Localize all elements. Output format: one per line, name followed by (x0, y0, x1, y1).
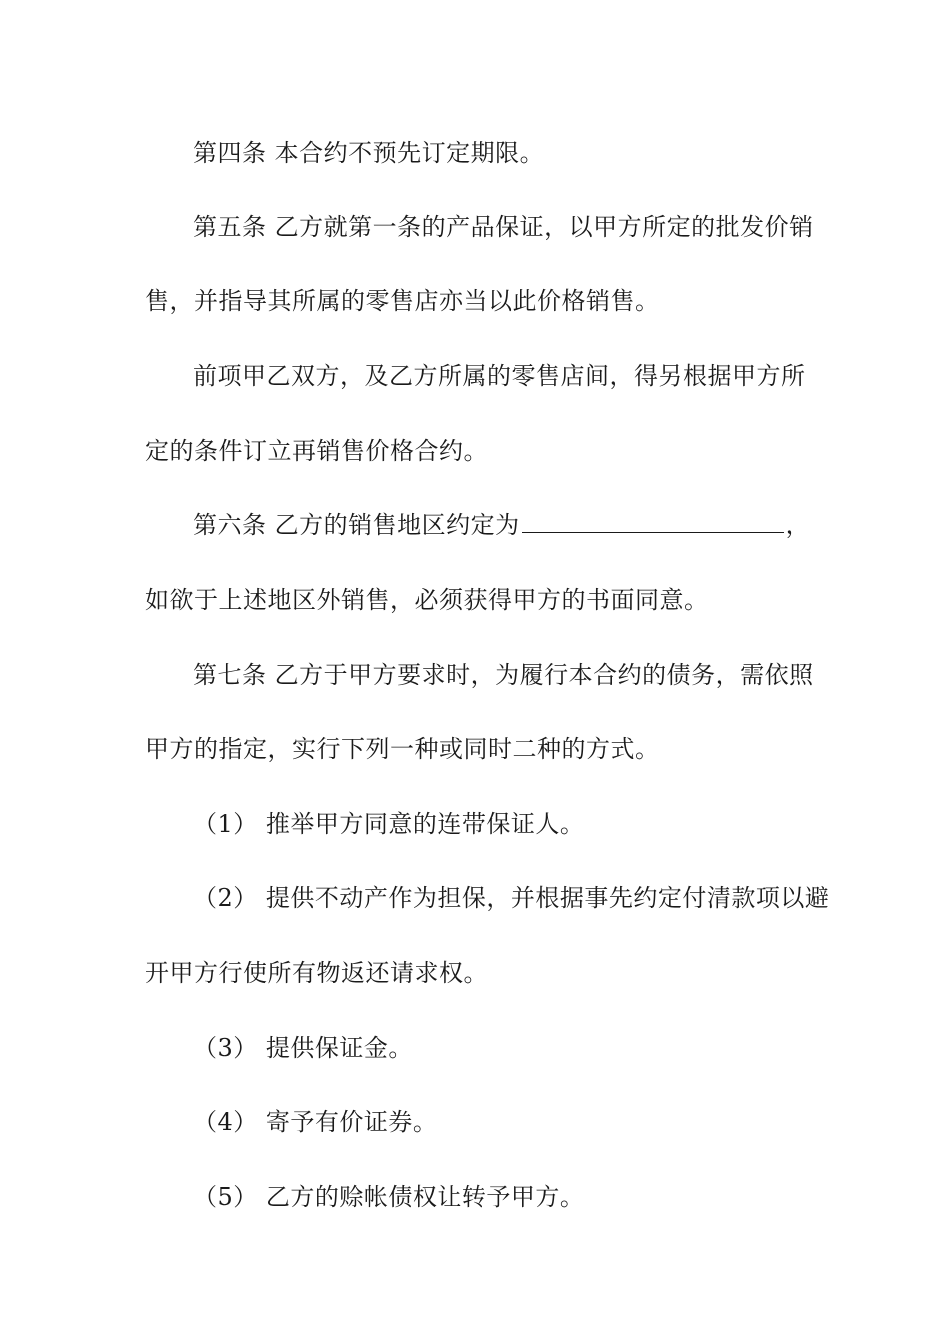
item-5-text: （5） 乙方的赊帐债权让转予甲方。 (193, 1183, 585, 1211)
article-5-text: 第五条 乙方就第一条的产品保证，以甲方所定的批发价销 (193, 213, 814, 241)
article-5-text-cont: 售，并指导其所属的零售店亦当以此价格销售。 (145, 287, 660, 315)
article-6-text (193, 510, 863, 540)
item-2-text-cont: 开甲方行使所有物返还请求权。 (145, 959, 488, 987)
article-5-para-2: 前项甲乙双方，及乙方所属的零售店间，得另根据甲方所 (193, 362, 806, 390)
article-5-para-2-cont: 定的条件订立再销售价格合约。 (145, 437, 488, 465)
item-2-text: （2） 提供不动产作为担保，并根据事先约定付清款项以避 (193, 884, 830, 912)
article-6-comma: ， (785, 511, 811, 539)
article-6-text-cont: 如欲于上述地区外销售，必须获得甲方的书面同意。 (145, 586, 709, 614)
article-6-lead: 第六条 乙方的销售地区约定为 (193, 511, 520, 539)
article-4-text: 第四条 本合约不预先订定期限。 (193, 139, 545, 167)
article-7-text-cont: 甲方的指定，实行下列一种或同时二种的方式。 (145, 735, 660, 763)
item-4-text: （4） 寄予有价证券。 (193, 1108, 438, 1136)
article-7-text: 第七条 乙方于甲方要求时，为履行本合约的债务，需依照 (193, 661, 814, 689)
item-3-text: （3） 提供保证金。 (193, 1034, 413, 1062)
item-1-text: （1） 推举甲方同意的连带保证人。 (193, 810, 585, 838)
sales-region-blank[interactable] (522, 510, 784, 533)
